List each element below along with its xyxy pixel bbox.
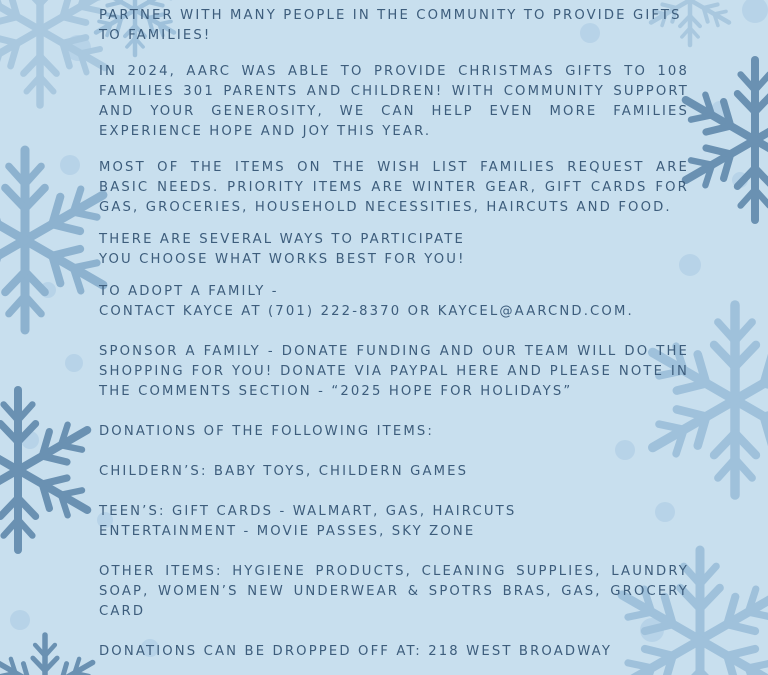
childrens-items: CHILDERN’S: BABY TOYS, CHILDERN GAMES — [99, 464, 469, 479]
flyer-content — [99, 6, 689, 662]
sponsor-paragraph: SPONSOR A FAMILY - DONATE FUNDING AND OUR TEAM WILL DO THE SHOPPING FOR YOU! DONATE VIA PAYPAL HERE AND PLEASE NOTE IN THE COMMENTS SECTION - “2025 HOPE FOR HOLIDAYS” — [99, 344, 689, 399]
snowflake-icon — [0, 0, 113, 105]
stats-paragraph: IN 2024, AARC WAS ABLE TO PROVIDE CHRISTMAS GIFTS TO 108 FAMILIES 301 PARENTS AND CHILDREN! WITH COMMUNITY SUPPORT AND YOUR GENEROSITY, WE CAN HELP EVEN MORE FAMILIES EXPERIENCE HOPE AND JOY THIS YEAR. — [99, 64, 689, 139]
adopt-heading: TO ADOPT A FAMILY - — [99, 284, 279, 299]
other-items: OTHER ITEMS: HYGIENE PRODUCTS, CLEANING SUPPLIES, LAUNDRY SOAP, WOMEN’S NEW UNDERWEAR & SPOTRS BRAS, GAS, GROCERY CARD — [99, 564, 689, 619]
adopt-contact-prefix: CONTACT KAYCE AT — [99, 304, 269, 319]
snowflake-icon — [0, 635, 99, 675]
intro-text: PARTNER WITH MANY PEOPLE IN THE COMMUNITY TO PROVIDE GIFTS TO FAMILIES! — [99, 8, 682, 43]
adopt-contact — [99, 302, 689, 322]
adopt-period: . — [627, 304, 634, 319]
teens-items-line-1: TEEN’S: GIFT CARDS - WALMART, GAS, HAIRCUTS — [99, 504, 517, 519]
phone-link[interactable]: (701) 222-8370 — [268, 304, 402, 319]
ways-line-2: YOU CHOOSE WHAT WORKS BEST FOR YOU! — [99, 252, 466, 267]
wishlist-paragraph: MOST OF THE ITEMS ON THE WISH LIST FAMILIES REQUEST ARE BASIC NEEDS. PRIORITY ITEMS ARE WINTER GEAR, GIFT CARDS FOR GAS, GROCERIES, HOUSEHOLD NECESSITIES, HAIRCUTS AND FOOD. — [99, 160, 689, 215]
snowflake-icon — [0, 150, 113, 330]
adopt-or: OR — [401, 304, 438, 319]
teens-items-line-2: ENTERTAINMENT - MOVIE PASSES, SKY ZONE — [99, 524, 476, 539]
snowflake-icon — [677, 60, 768, 220]
donations-heading: DONATIONS OF THE FOLLOWING ITEMS: — [99, 424, 434, 439]
email-link[interactable]: KAYCEL@AARCND.COM — [437, 304, 628, 319]
snowflake-icon — [0, 390, 96, 550]
dropoff-address: DONATIONS CAN BE DROPPED OFF AT: 218 WEST BROADWAY — [99, 644, 613, 659]
ways-line-1: THERE ARE SEVERAL WAYS TO PARTICIPATE — [99, 232, 465, 247]
